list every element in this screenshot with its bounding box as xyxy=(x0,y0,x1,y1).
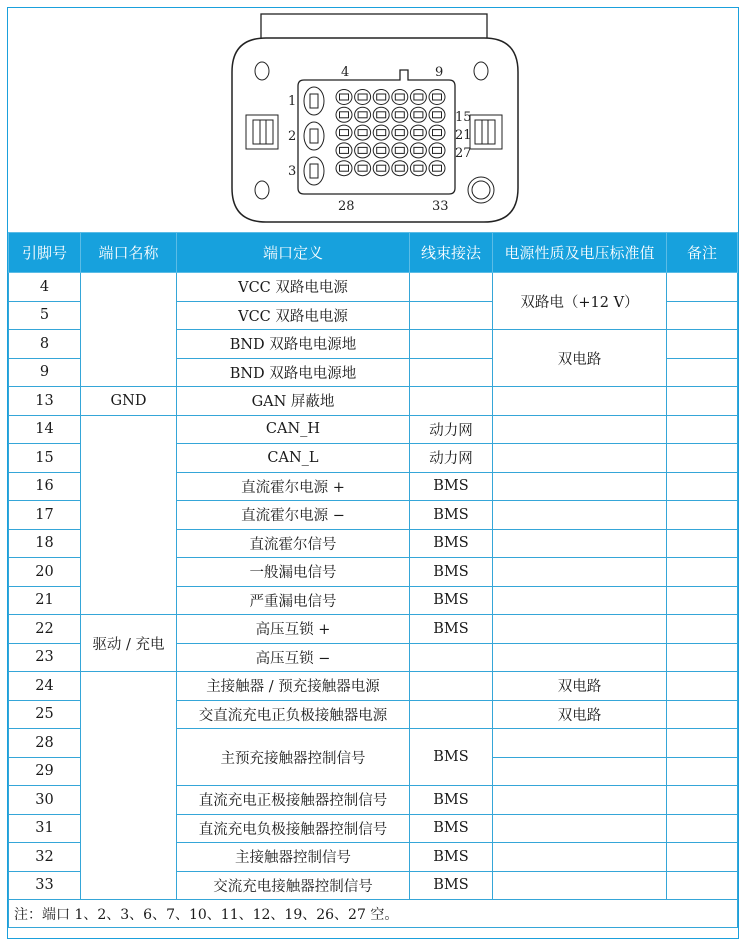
small-pin xyxy=(429,107,445,122)
remark-cell xyxy=(667,871,738,900)
remark-cell xyxy=(667,586,738,615)
wiring-cell: BMS xyxy=(410,586,493,615)
wiring-cell xyxy=(410,387,493,416)
remark-cell xyxy=(667,672,738,701)
pin-cell: 23 xyxy=(9,643,81,672)
table-header-row xyxy=(9,233,738,273)
definition-cell: BND 双路电电源地 xyxy=(177,330,410,359)
power-cell xyxy=(493,786,667,815)
pin-label-1: 1 xyxy=(288,94,297,109)
small-pin xyxy=(410,161,426,176)
small-pin xyxy=(429,143,445,158)
small-pin xyxy=(373,107,389,122)
small-pin xyxy=(355,90,371,105)
power-cell xyxy=(493,814,667,843)
remark-cell xyxy=(667,529,738,558)
small-pin xyxy=(336,90,352,105)
wiring-cell: BMS xyxy=(410,615,493,644)
pin-1 xyxy=(304,87,324,115)
small-pin xyxy=(429,125,445,140)
pin-label-9: 9 xyxy=(435,65,444,80)
small-pin xyxy=(392,161,408,176)
small-pin xyxy=(392,143,408,158)
wiring-cell xyxy=(410,672,493,701)
power-cell xyxy=(493,558,667,587)
header-port-definition: 端口定义 xyxy=(177,233,410,273)
pin-cell: 15 xyxy=(9,444,81,473)
small-pin xyxy=(336,107,352,122)
wiring-cell: BMS xyxy=(410,871,493,900)
power-cell: 双电路 xyxy=(493,700,667,729)
power-cell xyxy=(493,444,667,473)
remark-cell xyxy=(667,615,738,644)
name-cell xyxy=(81,415,177,615)
wiring-cell xyxy=(410,273,493,302)
definition-cell: 直流霍尔信号 xyxy=(177,529,410,558)
remark-cell xyxy=(667,444,738,473)
small-pin xyxy=(429,161,445,176)
pin-label-4: 4 xyxy=(341,65,350,80)
pin-cell: 29 xyxy=(9,757,81,786)
pin-cell: 8 xyxy=(9,330,81,359)
table-row xyxy=(9,387,738,416)
header-pin: 引脚号 xyxy=(9,233,81,273)
remark-cell xyxy=(667,700,738,729)
definition-cell: 交直流充电正负极接触器电源 xyxy=(177,700,410,729)
pin-cell: 17 xyxy=(9,501,81,530)
definition-cell: GAN 屏蔽地 xyxy=(177,387,410,416)
wiring-cell: BMS xyxy=(410,729,493,786)
definition-cell: 直流霍尔电源 − xyxy=(177,501,410,530)
small-pin xyxy=(355,143,371,158)
small-pin xyxy=(392,125,408,140)
definition-cell: 直流霍尔电源 + xyxy=(177,472,410,501)
small-pin xyxy=(429,90,445,105)
pin-cell: 33 xyxy=(9,871,81,900)
definition-cell: 交流充电接触器控制信号 xyxy=(177,871,410,900)
definition-cell: 高压互锁 + xyxy=(177,615,410,644)
remark-cell xyxy=(667,729,738,758)
pin-label-28: 28 xyxy=(338,199,355,214)
pin-cell: 21 xyxy=(9,586,81,615)
remark-cell xyxy=(667,501,738,530)
wiring-cell: BMS xyxy=(410,843,493,872)
pin-cell: 22 xyxy=(9,615,81,644)
small-pin xyxy=(355,161,371,176)
definition-cell: CAN_H xyxy=(177,415,410,444)
pin-label-15: 15 xyxy=(455,110,472,125)
pin-cell: 4 xyxy=(9,273,81,302)
pin-cell: 31 xyxy=(9,814,81,843)
definition-cell: VCC 双路电电源 xyxy=(177,301,410,330)
wiring-cell: BMS xyxy=(410,472,493,501)
wiring-cell: 动力网 xyxy=(410,444,493,473)
power-cell: 双路电（+12 V） xyxy=(493,273,667,330)
wiring-cell: 动力网 xyxy=(410,415,493,444)
pin-definition-table xyxy=(8,232,738,928)
small-pin xyxy=(355,107,371,122)
small-pin xyxy=(373,161,389,176)
connector-diagram xyxy=(8,8,737,232)
name-cell xyxy=(81,672,177,900)
pin-cell: 5 xyxy=(9,301,81,330)
small-pin xyxy=(355,125,371,140)
small-pin xyxy=(336,125,352,140)
small-pin xyxy=(373,125,389,140)
pin-cell: 16 xyxy=(9,472,81,501)
power-cell xyxy=(493,643,667,672)
power-cell xyxy=(493,615,667,644)
definition-cell: 高压互锁 − xyxy=(177,643,410,672)
pin-cell: 14 xyxy=(9,415,81,444)
remark-cell xyxy=(667,330,738,359)
small-pin xyxy=(336,161,352,176)
pin-cell: 9 xyxy=(9,358,81,387)
power-cell xyxy=(493,415,667,444)
wiring-cell xyxy=(410,643,493,672)
remark-cell xyxy=(667,358,738,387)
header-power-standard: 电源性质及电压标准值 xyxy=(493,233,667,273)
definition-cell: 主接触器 / 预充接触器电源 xyxy=(177,672,410,701)
note-row xyxy=(9,900,738,928)
pin-cell: 24 xyxy=(9,672,81,701)
pin-3 xyxy=(304,157,324,185)
wiring-cell xyxy=(410,301,493,330)
remark-cell xyxy=(667,843,738,872)
wiring-cell: BMS xyxy=(410,529,493,558)
wiring-cell xyxy=(410,358,493,387)
small-pin xyxy=(373,90,389,105)
pin-cell: 25 xyxy=(9,700,81,729)
pin-cell: 28 xyxy=(9,729,81,758)
header-remarks: 备注 xyxy=(667,233,738,273)
definition-cell: BND 双路电电源地 xyxy=(177,358,410,387)
definition-cell: CAN_L xyxy=(177,444,410,473)
small-pin xyxy=(410,107,426,122)
wiring-cell: BMS xyxy=(410,786,493,815)
pin-cell: 18 xyxy=(9,529,81,558)
table-note: 注：端口 1、2、3、6、7、10、11、12、19、26、27 空。 xyxy=(9,900,738,928)
pin-label-33: 33 xyxy=(432,199,449,214)
power-cell xyxy=(493,501,667,530)
header-wiring: 线束接法 xyxy=(410,233,493,273)
name-cell xyxy=(81,273,177,387)
power-cell xyxy=(493,871,667,900)
pin-cell: 13 xyxy=(9,387,81,416)
power-cell xyxy=(493,472,667,501)
pin-label-27: 27 xyxy=(455,146,472,161)
wiring-cell: BMS xyxy=(410,814,493,843)
power-cell xyxy=(493,387,667,416)
definition-cell: VCC 双路电电源 xyxy=(177,273,410,302)
small-pin xyxy=(373,143,389,158)
table-row xyxy=(9,615,738,644)
power-cell: 双电路 xyxy=(493,672,667,701)
remark-cell xyxy=(667,814,738,843)
wiring-cell xyxy=(410,700,493,729)
small-pin xyxy=(410,143,426,158)
definition-cell: 主接触器控制信号 xyxy=(177,843,410,872)
remark-cell xyxy=(667,757,738,786)
right-latch xyxy=(470,115,502,149)
definition-cell: 一般漏电信号 xyxy=(177,558,410,587)
pin-cell: 20 xyxy=(9,558,81,587)
document-frame xyxy=(7,7,739,939)
wiring-cell: BMS xyxy=(410,501,493,530)
remark-cell xyxy=(667,301,738,330)
name-cell: GND xyxy=(81,387,177,416)
definition-cell: 主预充接触器控制信号 xyxy=(177,729,410,786)
power-cell xyxy=(493,757,667,786)
definition-cell: 直流充电负极接触器控制信号 xyxy=(177,814,410,843)
pin-cell: 32 xyxy=(9,843,81,872)
power-cell xyxy=(493,529,667,558)
remark-cell xyxy=(667,273,738,302)
definition-cell: 直流充电正极接触器控制信号 xyxy=(177,786,410,815)
small-pin xyxy=(392,107,408,122)
remark-cell xyxy=(667,643,738,672)
small-pin xyxy=(410,125,426,140)
pin-2 xyxy=(304,122,324,150)
power-cell xyxy=(493,586,667,615)
left-latch xyxy=(246,115,278,149)
small-pin xyxy=(336,143,352,158)
wiring-cell xyxy=(410,330,493,359)
power-cell xyxy=(493,729,667,758)
name-cell: 驱动 / 充电 xyxy=(81,615,177,672)
remark-cell xyxy=(667,387,738,416)
definition-cell: 严重漏电信号 xyxy=(177,586,410,615)
remark-cell xyxy=(667,786,738,815)
power-cell xyxy=(493,843,667,872)
wiring-cell: BMS xyxy=(410,558,493,587)
remark-cell xyxy=(667,472,738,501)
table-row xyxy=(9,273,738,302)
pin-label-21: 21 xyxy=(455,128,472,143)
pin-label-2: 2 xyxy=(288,129,297,144)
power-cell: 双电路 xyxy=(493,330,667,387)
table-row xyxy=(9,415,738,444)
pin-label-3: 3 xyxy=(288,164,297,179)
remark-cell xyxy=(667,415,738,444)
remark-cell xyxy=(667,558,738,587)
small-pin xyxy=(410,90,426,105)
table-row xyxy=(9,672,738,701)
pin-cell: 30 xyxy=(9,786,81,815)
header-port-name: 端口名称 xyxy=(81,233,177,273)
small-pin xyxy=(392,90,408,105)
